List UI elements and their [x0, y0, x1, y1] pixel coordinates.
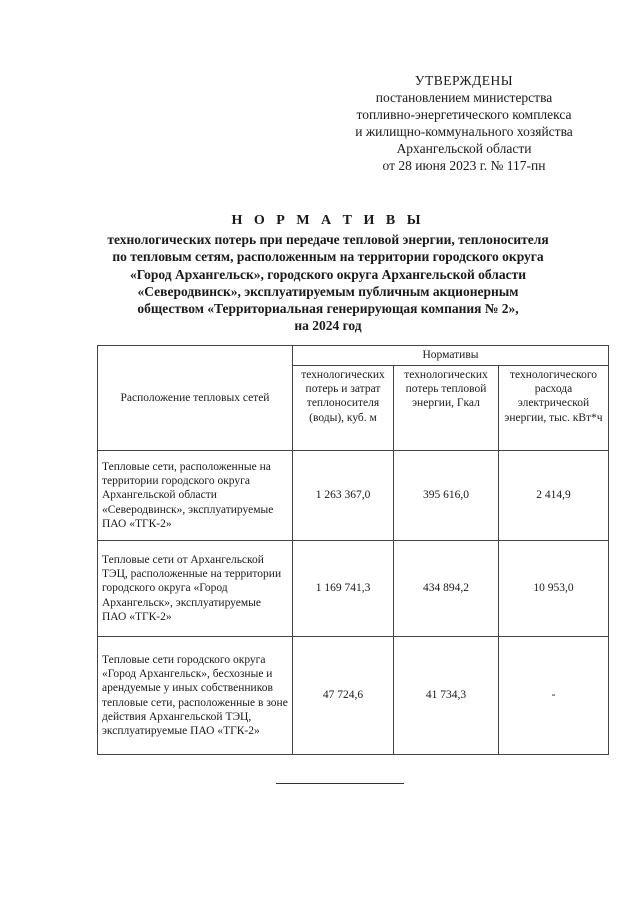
column-header-water: технологических потерь и затрат теплоносителя (воды), куб. м — [293, 366, 394, 451]
title-line: технологических потерь при передаче тепловой энергии, теплоносителя — [107, 232, 549, 248]
row-value-heat: 395 616,0 — [394, 451, 499, 541]
norms-table — [97, 345, 609, 755]
norms-group-header: Нормативы — [293, 346, 609, 366]
title-caps: Н О Р М А Т И В Ы — [231, 213, 425, 228]
row-value-water: 1 169 741,3 — [293, 541, 394, 637]
title-line: «Северодвинск», эксплуатируемым публичным акционерным — [137, 283, 519, 299]
approval-line: от 28 июня 2023 г. № 117-пн — [382, 158, 546, 173]
row-value-electricity: - — [499, 637, 609, 755]
row-location: Тепловые сети городского округа «Город Архангельск», бесхозные и арендуемые у иных собственников тепловые сети, расположенные в зоне действия Архангельской ТЭЦ, эксплуатируемые ПАО «ТГК-2» — [98, 637, 293, 755]
table-row — [98, 451, 609, 541]
document-title — [80, 212, 576, 334]
row-location: Тепловые сети от Архангельской ТЭЦ, расположенные на территории городского округа «Город Архангельск», эксплуатируемые ПАО «ТГК-2» — [98, 541, 293, 637]
table-row — [98, 541, 609, 637]
location-header: Расположение тепловых сетей — [98, 346, 293, 451]
table-row — [98, 637, 609, 755]
approval-line: Архангельской области — [396, 141, 532, 156]
row-value-water: 47 724,6 — [293, 637, 394, 755]
row-value-electricity: 10 953,0 — [499, 541, 609, 637]
approval-heading: УТВЕРЖДЕНЫ — [414, 73, 514, 88]
column-header-heat: технологических потерь тепловой энергии, Гкал — [394, 366, 499, 451]
row-location: Тепловые сети, расположенные на территории городского округа Архангельской области «Северодвинск», эксплуатируемые ПАО «ТГК-2» — [98, 451, 293, 541]
approval-line: постановлением министерства — [375, 90, 553, 105]
title-line: обществом «Территориальная генерирующая компания № 2», — [137, 301, 519, 317]
approval-line: топливно-энергетического комплекса — [356, 107, 572, 122]
approval-line: и жилищно-коммунального хозяйства — [355, 124, 573, 139]
column-header-electricity: технологического расхода электрической энергии, тыс. кВт*ч — [499, 366, 609, 451]
row-value-electricity: 2 414,9 — [499, 451, 609, 541]
closing-divider — [276, 783, 404, 784]
title-line: «Город Архангельск», городского округа Архангельской области — [129, 266, 527, 282]
approval-block — [330, 72, 598, 174]
title-line: по тепловым сетям, расположенным на территории городского округа — [112, 249, 544, 265]
row-value-water: 1 263 367,0 — [293, 451, 394, 541]
title-line: на 2024 год — [294, 318, 362, 334]
row-value-heat: 41 734,3 — [394, 637, 499, 755]
row-value-heat: 434 894,2 — [394, 541, 499, 637]
